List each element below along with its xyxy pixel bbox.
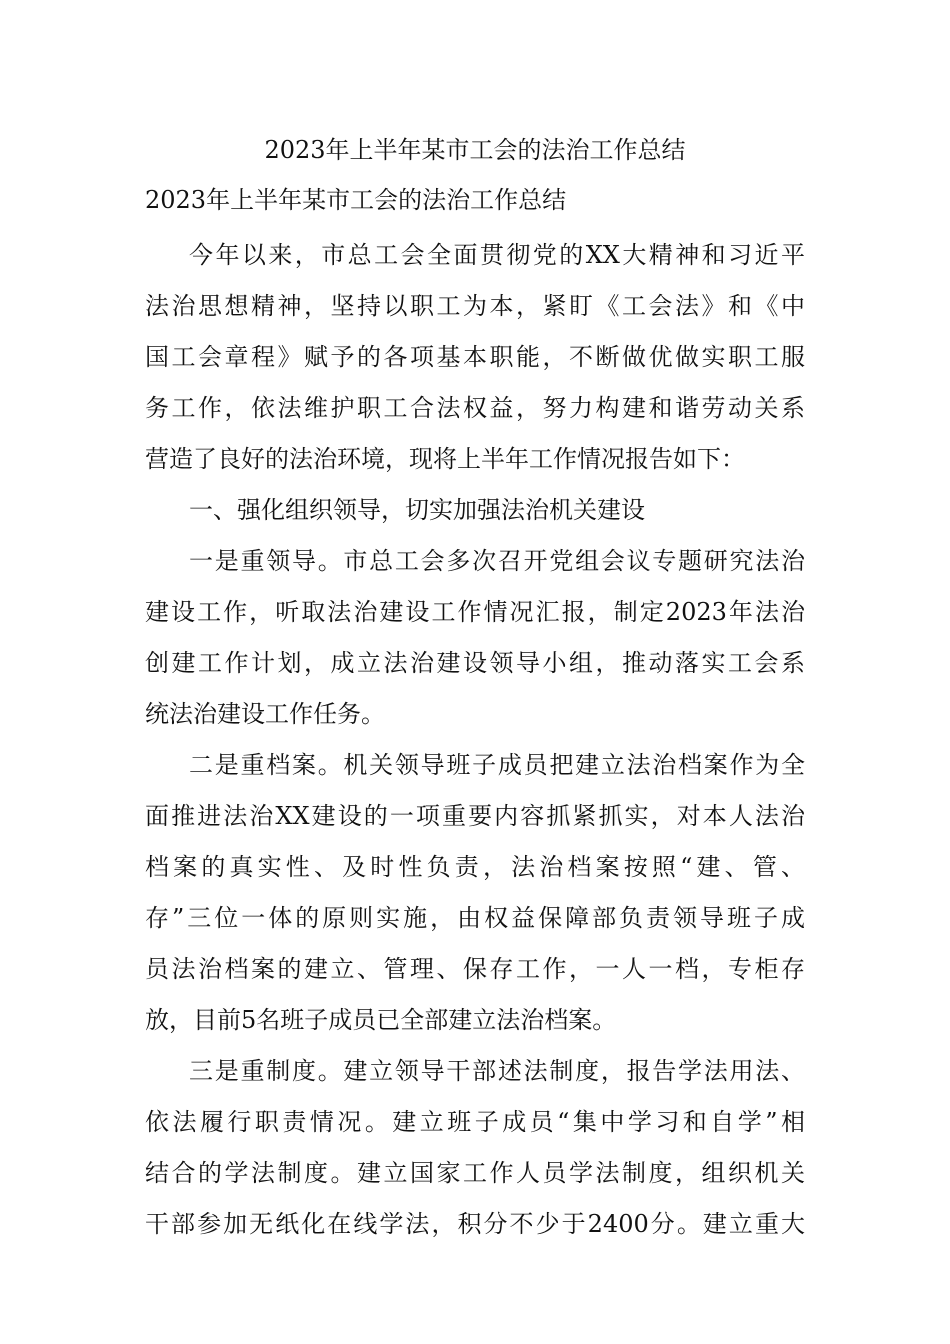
text-line: 结合的学法制度。建立国家工作人员学法制度，组织机关 bbox=[145, 1159, 805, 1187]
paragraph-systems bbox=[145, 1046, 805, 1250]
document-body bbox=[145, 230, 805, 1250]
document-subtitle: 2023年上半年某市工会的法治工作总结 bbox=[145, 186, 567, 214]
section-heading: 一、强化组织领导，切实加强法治机关建设 bbox=[189, 496, 645, 524]
text-line: 档案的真实性、及时性负责，法治档案按照“建、管、 bbox=[145, 853, 805, 881]
text-line: 法治思想精神，坚持以职工为本，紧盯《工会法》和《中 bbox=[145, 292, 805, 320]
text-line: 创建工作计划，成立法治建设领导小组，推动落实工会系 bbox=[145, 649, 805, 677]
text-line: 务工作，依法维护职工合法权益，努力构建和谐劳动关系 bbox=[145, 394, 805, 422]
document-title: 2023年上半年某市工会的法治工作总结 bbox=[264, 136, 686, 164]
intro-paragraph bbox=[145, 230, 805, 485]
paragraph-archives bbox=[145, 740, 805, 1046]
text-line: 营造了良好的法治环境，现将上半年工作情况报告如下： bbox=[145, 445, 745, 473]
text-line: 建设工作，听取法治建设工作情况汇报，制定2023年法治 bbox=[145, 598, 805, 626]
text-line: 面推进法治XX建设的一项重要内容抓紧抓实，对本人法治 bbox=[145, 802, 805, 830]
text-line: 放，目前5名班子成员已全部建立法治档案。 bbox=[145, 1006, 617, 1034]
text-line: 一是重领导。市总工会多次召开党组会议专题研究法治 bbox=[189, 547, 805, 575]
text-line: 依法履行职责情况。建立班子成员“集中学习和自学”相 bbox=[145, 1108, 805, 1136]
text-line: 三是重制度。建立领导干部述法制度，报告学法用法、 bbox=[189, 1057, 805, 1085]
text-line: 今年以来，市总工会全面贯彻党的XX大精神和习近平 bbox=[189, 241, 805, 269]
text-line: 员法治档案的建立、管理、保存工作，一人一档，专柜存 bbox=[145, 955, 805, 983]
text-line: 统法治建设工作任务。 bbox=[145, 700, 385, 728]
text-line: 国工会章程》赋予的各项基本职能，不断做优做实职工服 bbox=[145, 343, 805, 371]
paragraph-leadership bbox=[145, 536, 805, 740]
text-line: 存”三位一体的原则实施，由权益保障部负责领导班子成 bbox=[145, 904, 805, 932]
text-line: 干部参加无纸化在线学法，积分不少于2400分。建立重大 bbox=[145, 1210, 805, 1238]
text-line: 二是重档案。机关领导班子成员把建立法治档案作为全 bbox=[189, 751, 805, 779]
